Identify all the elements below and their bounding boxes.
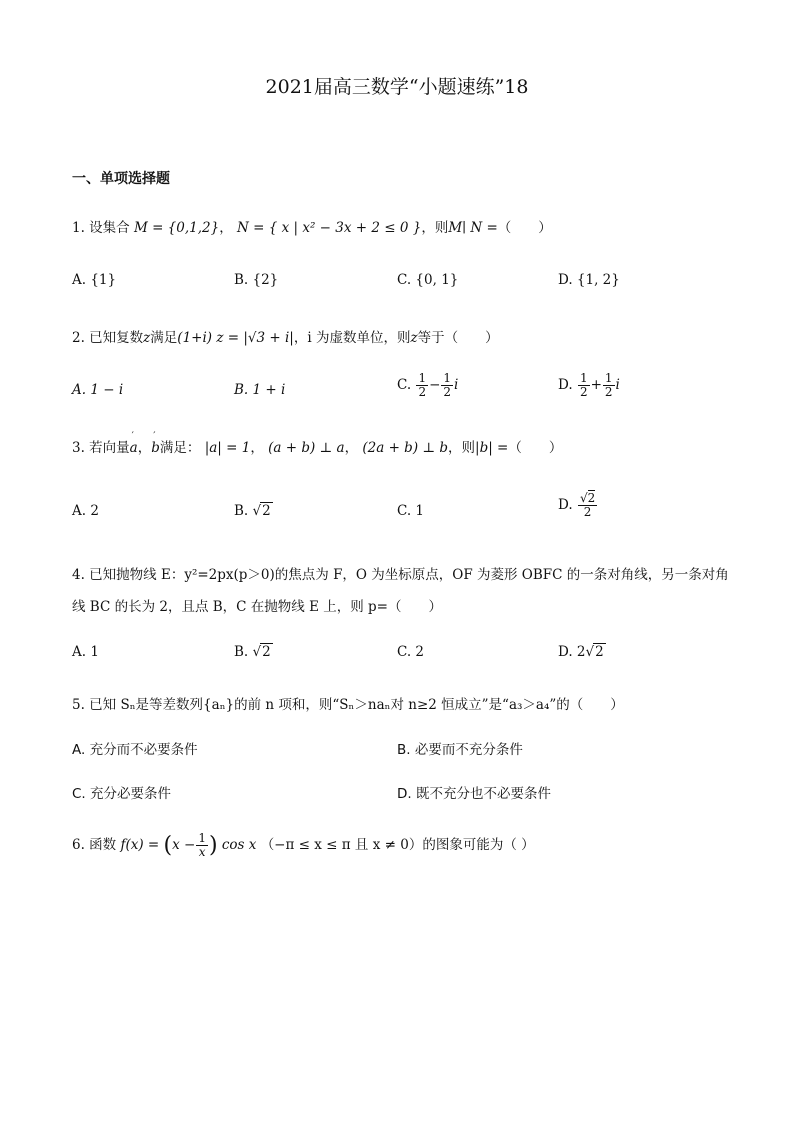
denominator: 2 xyxy=(604,385,613,399)
question-6 xyxy=(72,832,535,859)
q4-option-d[interactable] xyxy=(558,644,606,660)
denominator: 2 xyxy=(418,385,427,399)
q2-var-z-2: z xyxy=(410,330,418,346)
q4-option-d-label: D. 2 xyxy=(558,644,586,660)
denominator: 2 xyxy=(583,505,592,519)
q2-stem-3: ，i 为虚数单位，则 xyxy=(293,330,411,346)
q2-var-z: z xyxy=(143,330,151,346)
q4-option-c[interactable]: C. 2 xyxy=(397,644,425,660)
operator: + xyxy=(590,377,602,393)
radicand: 2 xyxy=(262,503,271,519)
q2-option-d[interactable] xyxy=(558,372,620,399)
q1-stem: 1. 设集合 xyxy=(72,220,130,236)
q3-option-b[interactable] xyxy=(234,503,273,519)
fraction xyxy=(416,372,428,399)
sqrt-symbol: √2 xyxy=(252,644,271,660)
q1-set-m: M = {0,1,2} xyxy=(133,220,220,236)
operator: − xyxy=(429,377,441,393)
q6-term: x − xyxy=(172,837,196,853)
q3-option-c[interactable]: C. 1 xyxy=(397,503,425,519)
q2-option-a[interactable]: A. 1 − i xyxy=(72,382,124,398)
question-5: 5. 已知 Sₙ是等差数列{aₙ}的前 n 项和，则“Sₙ＞naₙ对 n≥2 恒成立”是“a₃＞a₄”的（ ） xyxy=(72,697,624,713)
q1-then: ，则 xyxy=(421,220,449,236)
q5-option-d[interactable]: D. 既不充分也不必要条件 xyxy=(397,786,551,802)
q6-domain: （−π ≤ x ≤ π 且 x ≠ 0） xyxy=(260,837,423,853)
q1-paren: （ ） xyxy=(497,220,552,236)
q2-option-b[interactable]: B. 1 + i xyxy=(234,382,286,398)
numerator: 1 xyxy=(198,831,206,845)
q5-option-c[interactable]: C. 充分必要条件 xyxy=(72,786,172,802)
q4-option-b[interactable] xyxy=(234,644,273,660)
q6-cos: cos x xyxy=(221,837,257,853)
numerator: √2 xyxy=(579,491,596,505)
sqrt-symbol: √2 xyxy=(585,644,604,660)
q1-set-n: N = { x | x² − 3x + 2 ≤ 0 } xyxy=(237,220,422,236)
q3-condition-1: |a| = 1 xyxy=(204,440,251,456)
q3-option-b-label: B. xyxy=(234,503,249,519)
radicand: 2 xyxy=(595,644,604,660)
q1-option-b[interactable]: B. {2} xyxy=(234,272,279,288)
question-4-line-1: 4. 已知抛物线 E：y²=2px(p＞0)的焦点为 F，O 为坐标原点，OF 为菱形 OBFC 的一条对角线，另一条对角 xyxy=(72,567,729,583)
q4-option-b-label: B. xyxy=(234,644,249,660)
denominator: 2 xyxy=(579,385,588,399)
numerator: 1 xyxy=(579,371,588,385)
radicand: 2 xyxy=(587,491,596,505)
q1-option-a[interactable]: A. {1} xyxy=(72,272,117,288)
q3-stem: 3. 若向量 xyxy=(72,440,130,456)
section-heading: 一、单项选择题 xyxy=(72,171,170,187)
fraction xyxy=(441,372,453,399)
numerator: 1 xyxy=(443,371,452,385)
right-paren: ) xyxy=(208,833,218,858)
q3-stem-3: ，则 xyxy=(448,440,476,456)
fraction xyxy=(603,372,615,399)
q1-option-c[interactable]: C. {0, 1} xyxy=(397,272,459,288)
q3-option-d[interactable] xyxy=(558,492,598,519)
vector-b: ′ b xyxy=(151,440,160,456)
imag-unit: i xyxy=(615,377,620,393)
q3-condition-2: (a + b) ⊥ a xyxy=(268,440,345,456)
q3-stem-2: 满足： xyxy=(159,440,201,456)
radicand: 2 xyxy=(262,644,271,660)
q3-paren: （ ） xyxy=(508,440,563,456)
vector-a: ′ a xyxy=(130,440,138,456)
q6-stem: 6. 函数 xyxy=(72,837,117,853)
q3-option-d-label: D. xyxy=(558,497,573,513)
fraction xyxy=(578,372,590,399)
q3-option-a[interactable]: A. 2 xyxy=(72,503,99,519)
fraction xyxy=(578,492,597,519)
q2-option-d-label: D. xyxy=(558,377,573,393)
q6-stem-2: 的图象可能为（ ） xyxy=(422,837,535,853)
numerator: 1 xyxy=(418,371,427,385)
denominator: x xyxy=(198,845,206,859)
q3-sep: ， xyxy=(137,440,152,456)
fraction xyxy=(196,832,208,859)
left-paren: ( xyxy=(163,833,173,858)
q3-condition-3: (2a + b) ⊥ b xyxy=(362,440,449,456)
sqrt-symbol: √2 xyxy=(252,503,271,519)
q2-stem-2: 满足 xyxy=(150,330,178,346)
q2-option-c[interactable] xyxy=(397,372,458,399)
q5-option-b[interactable]: B. 必要而不充分条件 xyxy=(397,742,523,758)
q4-option-a[interactable]: A. 1 xyxy=(72,644,99,660)
q2-stem: 2. 已知复数 xyxy=(72,330,144,346)
q6-function: f(x) = xyxy=(120,837,160,853)
q2-stem-4: 等于（ ） xyxy=(417,330,499,346)
q1-expr: M∣ N = xyxy=(448,220,498,236)
q5-option-a[interactable]: A. 充分而不必要条件 xyxy=(72,742,198,758)
q1-sep: ， xyxy=(219,220,233,236)
q2-equation: (1+i) z = |√3 + i| xyxy=(177,330,294,346)
q1-option-d[interactable]: D. {1, 2} xyxy=(558,272,620,288)
page-title: 2021届高三数学“小题速练”18 xyxy=(265,76,529,98)
q2-option-c-label: C. xyxy=(397,377,412,393)
question-4-line-2: 线 BC 的长为 2，且点 B，C 在抛物线 E 上，则 p=（ ） xyxy=(72,599,442,615)
question-2 xyxy=(72,326,499,346)
q3-target: |b| = xyxy=(475,440,509,456)
numerator: 1 xyxy=(604,371,613,385)
question-1 xyxy=(72,216,552,236)
imag-unit: i xyxy=(454,377,459,393)
question-3: 3. 若向量′ a，′ b满足： |a| = 1， (a + b) ⊥ a， (2a + b) ⊥ b，则|b| =（ ） xyxy=(72,436,562,456)
denominator: 2 xyxy=(443,385,452,399)
